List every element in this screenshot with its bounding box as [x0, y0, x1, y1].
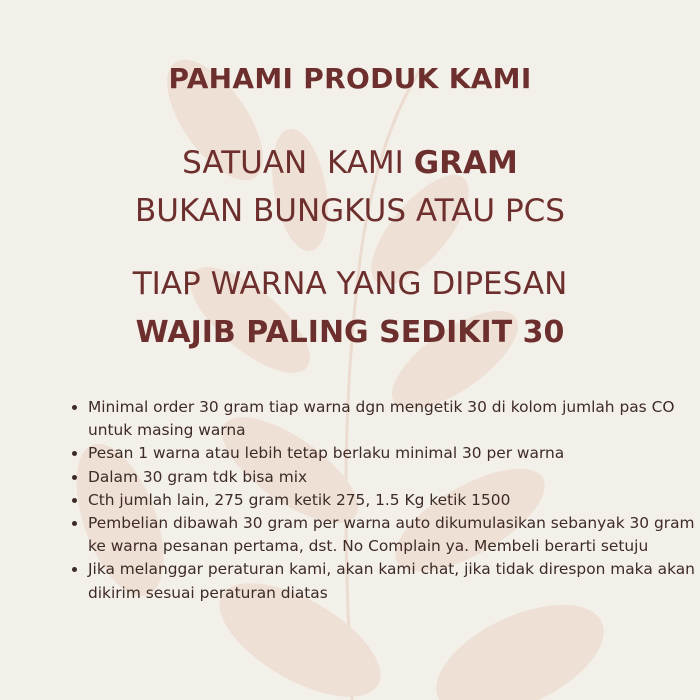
page-title: PAHAMI PRODUK KAMI	[168, 62, 532, 95]
list-item: • Dalam 30 gram tdk bisa mix	[88, 466, 700, 489]
list-item: • Pesan 1 warna atau lebih tetap berlaku minimal 30 per warna	[88, 442, 700, 465]
list-item: • Jika melanggar peraturan kami, akan kami chat, jika tidak direspon maka akan dikirim sesuai peraturan diatas	[88, 558, 700, 604]
minimum-line: WAJIB PALING SEDIKIT 30	[135, 315, 565, 350]
list-item: • Pembelian dibawah 30 gram per warna auto dikumulasikan sebanyak 30 gram ke warna pesanan pertama, dst. No Complain ya. Membeli berarti setuju	[88, 512, 700, 558]
list-item: • Cth jumlah lain, 275 gram ketik 275, 1.5 Kg ketik 1500	[88, 489, 700, 512]
unit-line-prefix: SATUAN KAMI	[182, 145, 414, 181]
unit-line	[0, 145, 700, 181]
unit-line-emphasis: GRAM	[413, 145, 518, 181]
unit-line-2: BUKAN BUNGKUS ATAU PCS	[135, 193, 565, 229]
rules-list	[66, 396, 700, 605]
list-item: • Minimal order 30 gram tiap warna dgn mengetik 30 di kolom jumlah pas CO untuk masing warna	[88, 396, 700, 442]
color-line: TIAP WARNA YANG DIPESAN	[132, 266, 568, 302]
